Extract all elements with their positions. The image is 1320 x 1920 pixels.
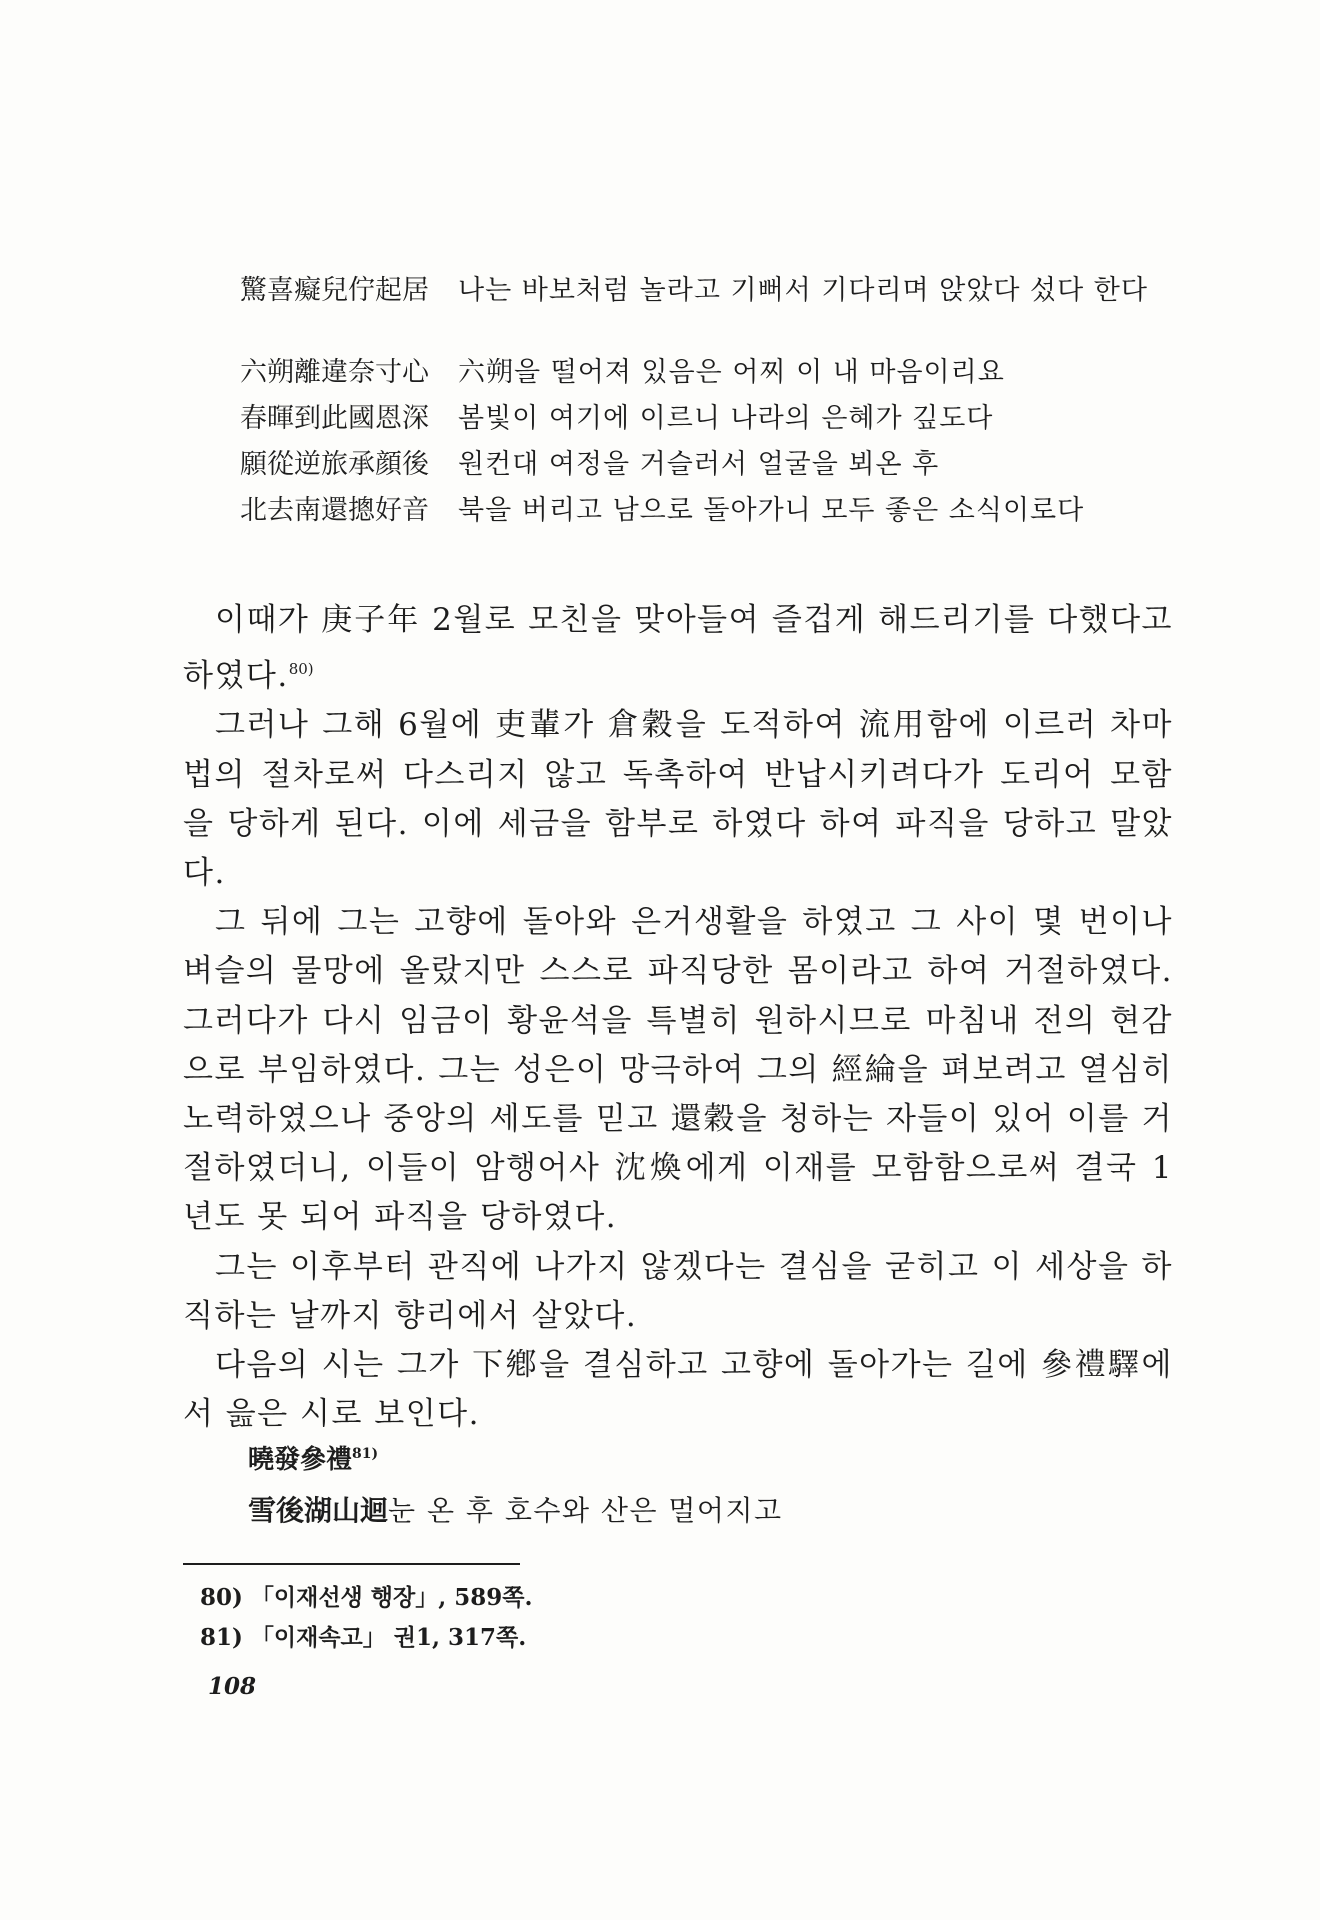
poem-chinese-line: 六朔離違奈寸心	[240, 357, 429, 388]
footnote-divider	[183, 1563, 520, 1565]
poem-line	[240, 350, 1190, 396]
paragraph	[183, 1243, 1173, 1341]
poem-korean-line: 눈 온 후 호수와 산은 멀어지고	[388, 1494, 783, 1527]
poem-korean-line: 봄빛이 여기에 이르니 나라의 은혜가 깊도다	[458, 403, 994, 434]
paragraph	[183, 701, 1173, 898]
footnotes	[200, 1578, 1100, 1658]
poem-korean-line: 六朔을 떨어져 있음은 어찌 이 내 마음이리요	[458, 357, 1005, 388]
poem-korean-line: 나는 바보처럼 놀라고 기뻐서 기다리며 앉았다 섰다 한다	[458, 275, 1148, 306]
poem-line	[240, 442, 1190, 488]
paragraph-text: 그는 이후부터 관직에 나가지 않겠다는 결심을 굳히고 이 세상을 하직하는 날까지 향리에서 살았다.	[183, 1248, 1173, 1334]
poem-korean-line: 원컨대 여정을 거슬러서 얼굴을 뵈온 후	[458, 449, 940, 480]
paragraph	[183, 596, 1173, 701]
paragraph	[183, 898, 1173, 1242]
poem-block-2	[248, 1434, 1148, 1534]
footnote: 80) 「이재선생 행장」, 589쪽.	[200, 1584, 533, 1611]
footnote: 81) 「이재속고」 권1, 317쪽.	[200, 1624, 527, 1651]
poem-title	[248, 1434, 1148, 1480]
paragraph	[183, 1341, 1173, 1439]
poem-chinese-line: 願從逆旅承顔後	[240, 449, 429, 480]
poem-chinese-line: 驚喜癡兒佇起居	[240, 275, 429, 306]
paragraph-text: 다음의 시는 그가 下鄕을 결심하고 고향에 돌아가는 길에 參禮驛에서 읊은 시로 보인다.	[183, 1347, 1173, 1433]
paragraph-text: 이때가 庚子年 2월로 모친을 맞아들여 즐겁게 해드리기를 다했다고 하였다.	[183, 602, 1173, 695]
footnote-ref: 80)	[288, 660, 314, 679]
poem-block	[240, 268, 1190, 534]
poem-line	[240, 488, 1190, 534]
page-number: 108	[208, 1673, 257, 1700]
poem-chinese-line: 北去南還摠好音	[240, 495, 429, 526]
poem-chinese-line: 雪後湖山迴	[248, 1494, 389, 1527]
poem-title-text: 曉發參禮	[248, 1445, 353, 1475]
body-text	[183, 596, 1173, 1439]
footnote-ref: 81)	[352, 1446, 379, 1462]
poem-chinese-line: 春暉到此國恩深	[240, 403, 429, 434]
poem-line	[240, 396, 1190, 442]
paragraph-text: 그러나 그해 6월에 吏輩가 倉穀을 도적하여 流用함에 이르러 차마 법의 절차로써 다스리지 않고 독촉하여 반납시키려다가 도리어 모함을 당하게 된다. 이에 세금을 함부로 하였다 하여 파직을 당하고 말았다.	[183, 707, 1173, 892]
paragraph-text: 그 뒤에 그는 고향에 돌아와 은거생활을 하였고 그 사이 몇 번이나 벼슬의 물망에 올랐지만 스스로 파직당한 몸이라고 하여 거절하였다. 그러다가 다시 임금이 황윤석을 특별히 원하시므로 마침내 전의 현감으로 부임하였다. 그는 성은이 망극하여 그의 經綸을 펴보려고 열심히 노력하였으나 중앙의 세도를 믿고 還穀을 청하는 자들이 있어 이를 거절하였더니, 이들이 암행어사 沈煥에게 이재를 모함함으로써 결국 1년도 못 되어 파직을 당하였다.	[183, 904, 1173, 1236]
poem-line	[240, 268, 1190, 314]
poem-line	[248, 1488, 1148, 1534]
poem-korean-line: 북을 버리고 남으로 돌아가니 모두 좋은 소식이로다	[458, 495, 1085, 526]
